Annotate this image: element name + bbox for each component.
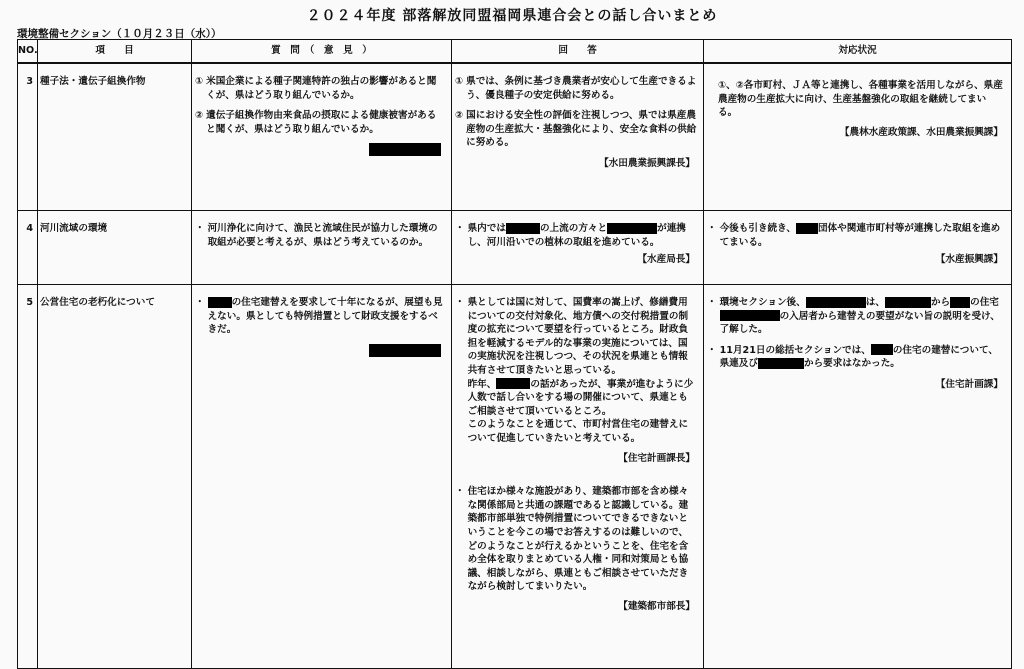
redaction-block — [369, 344, 441, 357]
department-label: 【住宅計画課】 — [935, 378, 1003, 390]
list-marker: ② — [195, 110, 204, 122]
table-row — [18, 285, 1012, 669]
answer-cell — [452, 285, 704, 669]
section-heading: 環境整備セクション（１０月２３日（水）） — [17, 28, 222, 40]
list-marker: ・ — [455, 297, 465, 308]
department-label: 【住宅計画課長】 — [618, 452, 695, 464]
list-marker: ① — [455, 76, 464, 87]
question-text: 遺伝子組換作物由来食品の摂取による健康被害があると聞くが、県はどう取り組んでいるか。 — [206, 110, 437, 135]
row-number: 5 — [18, 285, 38, 669]
answer-text: 県では、条例に基づき農業者が安心して生産できるよう、優良種子の安定供給に努める。 — [466, 76, 697, 101]
table-row — [18, 211, 1012, 285]
answer-text: 住宅ほか様々な施設があり、建築都市部を含め様々な関係部局と共通の課題であると認識している。建築都市部単独で特例措置についてできるできないということを今この場でお答えするのは難しいので、どのようなことが行えるかということを、住宅を含め全体を取りまとめている人権・同和対策局とも協議、相談しながら、県連ともご相談させていただきながら検討してまいりたい。 — [467, 486, 689, 593]
table-header-row — [18, 40, 1012, 64]
response-text: 今後も引き続き、 団体や関連市町村等が連携した取組を進めてまいる。 — [719, 223, 1001, 248]
redaction-block — [871, 344, 893, 355]
list-marker: ・ — [707, 344, 717, 356]
question-text: 米国企業による種子関連特許の独占の影響があると聞くが、県はどう取り組んでいるか。 — [206, 76, 437, 101]
response-cell — [704, 63, 1012, 211]
response-text: 11月21日の総括セクションでは、 の住宅の建替について、県連及び から要求はなかった。 — [719, 344, 998, 370]
redaction-block — [720, 310, 780, 321]
header-question: 質 問 （ 意 見 ） — [192, 40, 452, 64]
list-marker: ・ — [707, 223, 717, 234]
answer-cell — [452, 63, 704, 211]
list-marker: ・ — [195, 297, 205, 308]
redaction-block — [758, 358, 804, 369]
redaction-block — [885, 297, 931, 308]
header-answer: 回 答 — [452, 40, 704, 64]
department-label: 【水産局長】 — [637, 254, 695, 266]
department-label: 【建築都市部長】 — [618, 600, 695, 612]
question-cell — [192, 285, 452, 669]
department-label: 【水産振興課】 — [935, 254, 1003, 266]
response-text: 環境セクション後、 は、 から の住宅の入居者から建替えの要望がない旨の説明を受け、了解した。 — [719, 297, 1000, 336]
redaction-block — [806, 297, 866, 308]
row-item: 河川流域の環境 — [38, 211, 192, 285]
list-marker: ・ — [195, 223, 205, 234]
answer-text: 国における安全性の評価を注視しつつ、県では県産農産物の生産拡大・基盤強化により、安全な食料の供給に努める。 — [466, 110, 697, 149]
row-item: 公営住宅の老朽化について — [38, 285, 192, 669]
redaction-block — [369, 143, 441, 156]
response-text: ①、②各市町村、ＪＡ等と連携し、各種事業を活用しながら、県産農産物の生産拡大に向け、生産基盤強化の取組を継続してまいる。 — [718, 80, 1003, 119]
department-label: 【水田農業振興課長】 — [599, 157, 695, 169]
list-marker: ・ — [707, 297, 717, 308]
redaction-block — [496, 378, 530, 389]
answer-text: 県内では の上流の方々と が連携し、河川沿いでの植林の取組を進めている。 — [467, 223, 686, 248]
answer-text: 県としては国に対して、国費率の嵩上げ、修繕費用についての交付対象化、地方債への交付税措置の制度の拡充について要望を行っているところ。財政負担を軽減するモデル的な事業の実施については、国の実施状況を注視しつつ、その状況を県連とも情報共有させて頂きたいと思っている。 昨年、 の話があったが、事業が進むように少人数で話し合いをする場の開催について、県連ともご相談させて頂いているところ。 このようなことを通じて、市町村営住宅の建替えについて促進していきたいと考えている。 — [467, 297, 694, 444]
answer-cell — [452, 211, 704, 285]
question-text: の住宅建替えを要求して十年になるが、展望も見えない。県としても特例措置として財政支援をするべきだ。 — [207, 297, 443, 336]
redaction-block — [796, 223, 818, 234]
list-marker: ① — [195, 76, 204, 87]
table-row — [18, 63, 1012, 211]
redaction-block — [506, 223, 540, 234]
minutes-table — [17, 39, 1012, 669]
row-item: 種子法・遺伝子組換作物 — [38, 63, 192, 211]
list-marker: ・ — [455, 486, 465, 498]
list-marker: ・ — [455, 223, 465, 234]
header-no: NO. — [18, 40, 38, 64]
document-title: ２０２４年度 部落解放同盟福岡県連合会との話し合いまとめ — [306, 8, 718, 24]
row-number: 4 — [18, 211, 38, 285]
question-text: 河川浄化に向けて、漁民と流域住民が協力した環境の取組が必要と考えるが、県はどう考えているのか。 — [207, 223, 438, 248]
row-number: 3 — [18, 63, 38, 211]
redaction-block — [208, 297, 232, 308]
question-cell — [192, 63, 452, 211]
list-marker: ② — [455, 110, 464, 122]
redaction-block — [950, 297, 970, 308]
header-response: 対応状況 — [704, 40, 1012, 64]
response-cell — [704, 211, 1012, 285]
response-cell — [704, 285, 1012, 669]
department-label: 【農林水産政策課、水田農業振興課】 — [839, 126, 1003, 138]
question-cell — [192, 211, 452, 285]
redaction-block — [607, 223, 657, 234]
header-item: 項 目 — [38, 40, 192, 64]
